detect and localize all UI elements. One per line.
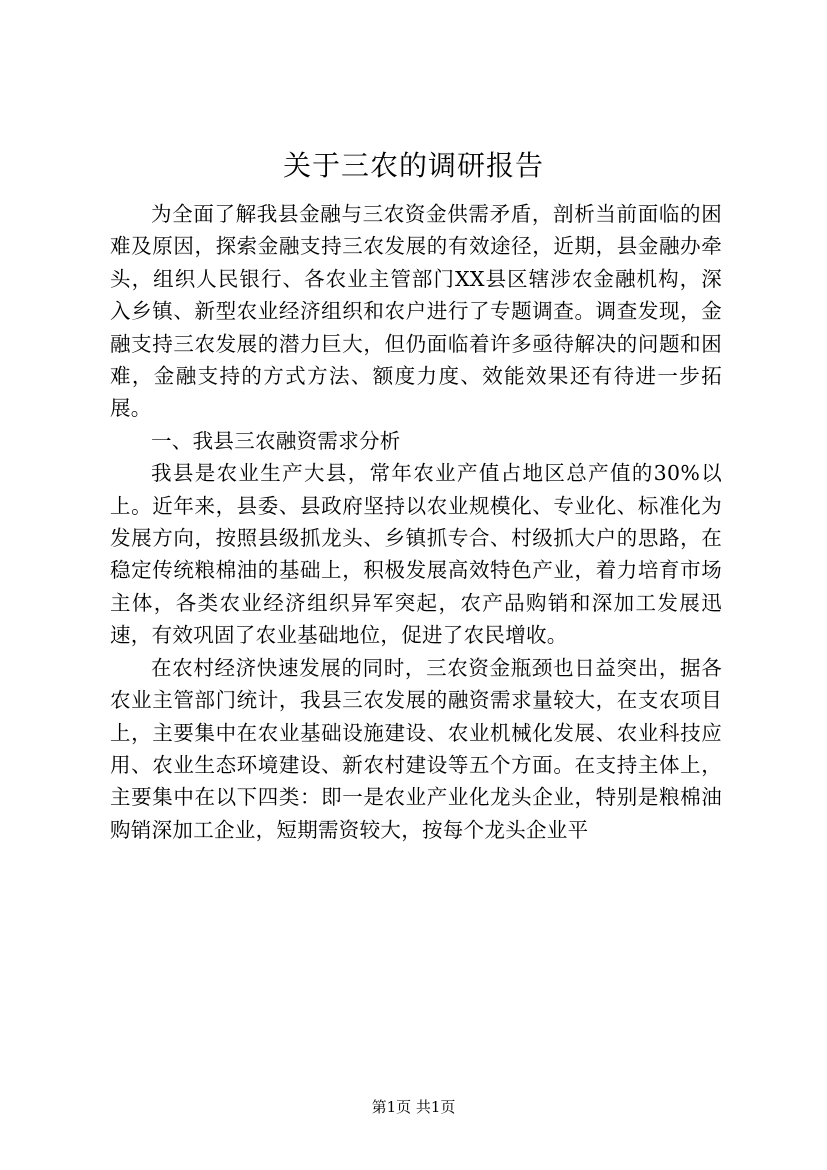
paragraph-financing-demand: 在农村经济快速发展的同时，三农资金瓶颈也日益突出，据各农业主管部门统计，我县三农发展的融资需求量较大，在支农项目上，主要集中在农业基础设施建设、农业机械化发展、农业科技应用、农业生态环境建设、新农村建设等五个方面。在支持主体上，主要集中在以下四类：即一是农业产业化龙头企业，特别是粮棉油购销深加工企业，短期需资较大，按每个龙头企业平 <box>110 655 722 842</box>
document-title: 关于三农的调研报告 <box>282 149 544 182</box>
section-heading: 一、我县三农融资需求分析 <box>151 428 401 453</box>
document-body <box>110 198 722 846</box>
paragraph-county-overview: 我县是农业生产大县，常年农业产值占地区总产值的30%以上。近年来，县委、县政府坚持以农业规模化、专业化、标准化为发展方向，按照县级抓龙头、乡镇抓专合、村级抓大户的思路，在稳定传统粮棉油的基础上，积极发展高效特色产业，着力培育市场主体，各类农业经济组织异军突起，农产品购销和深加工发展迅速，有效巩固了农业基础地位，促进了农民增收。 <box>110 461 722 648</box>
paragraph-intro: 为全面了解我县金融与三农资金供需矛盾，剖析当前面临的困难及原因，探索金融支持三农发展的有效途径，近期，县金融办牵头，组织人民银行、各农业主管部门XX县区辖涉农金融机构，深入乡镇、新型农业经济组织和农户进行了专题调查。调查发现，金融支持三农发展的潜力巨大，但仍面临着许多亟待解决的问题和困难，金融支持的方式方法、额度力度、效能效果还有待进一步拓展。 <box>110 202 722 421</box>
page-footer <box>0 1097 827 1117</box>
page-number-label: 第1页 共1页 <box>371 1098 456 1116</box>
